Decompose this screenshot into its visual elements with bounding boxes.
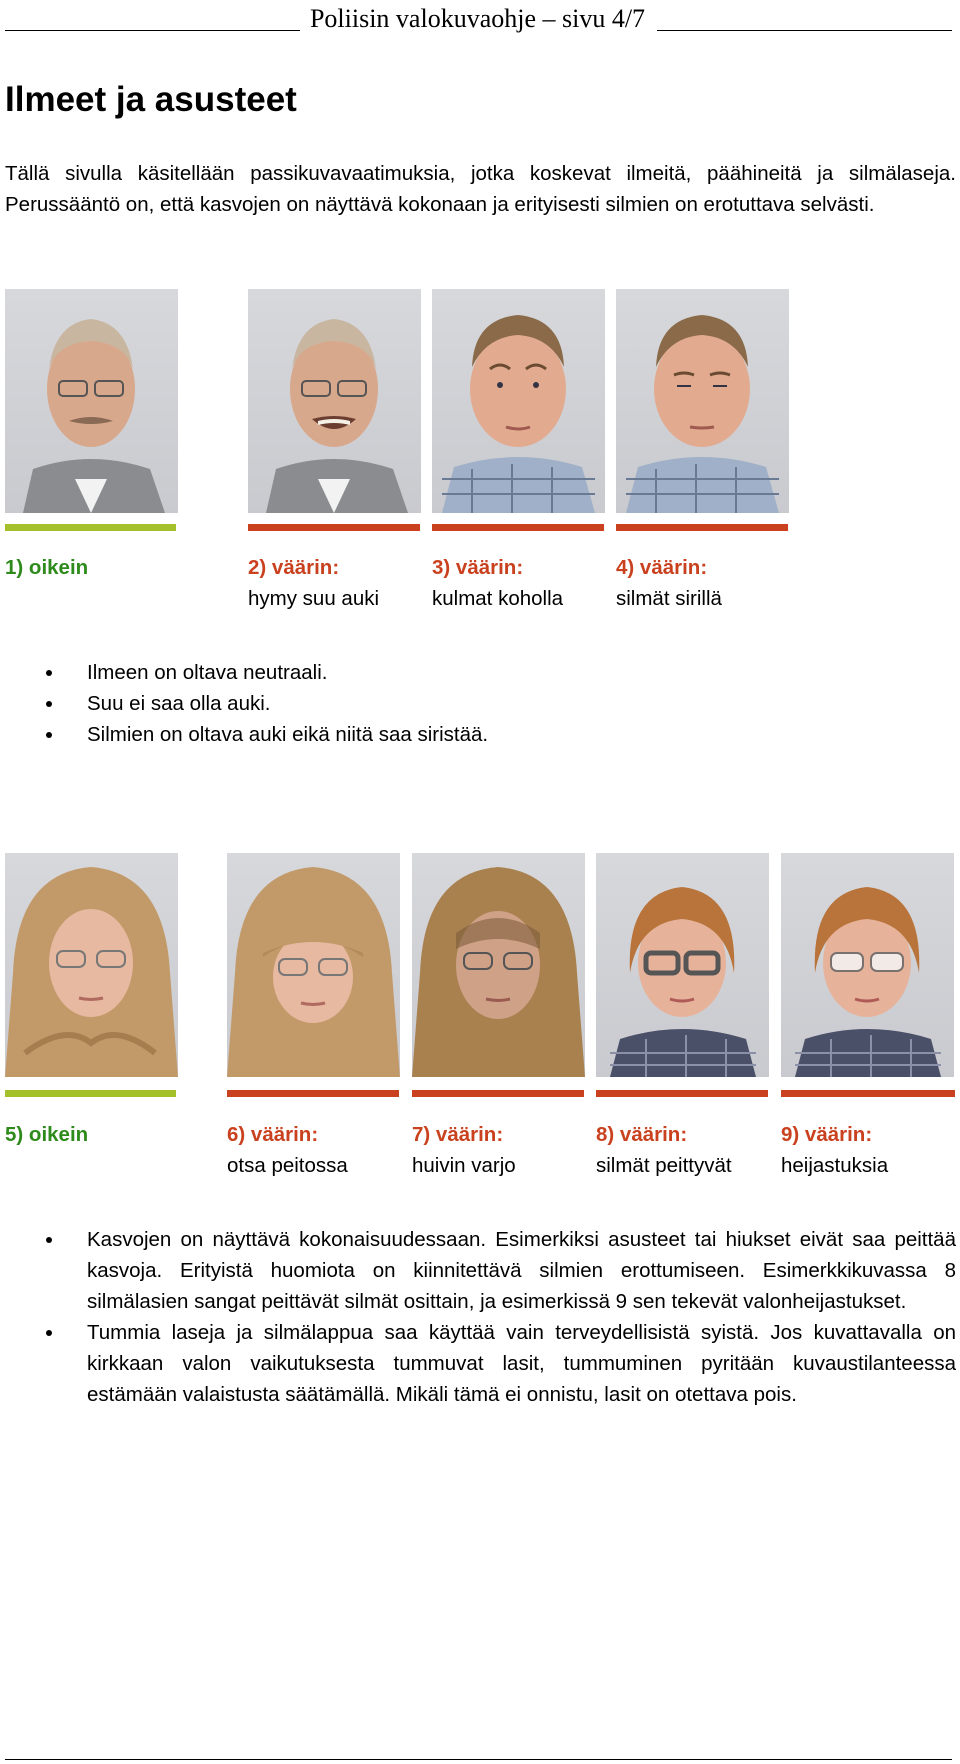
status-bar-wrong: [616, 524, 788, 531]
photo-2-older-man-smile: [248, 289, 421, 513]
caption-label: 3) väärin:: [432, 556, 524, 579]
photo-1-older-man-neutral: [5, 289, 178, 513]
list-item: Ilmeen on oltava neutraali.: [0, 657, 956, 688]
photo-6-woman-forehead-covered: [227, 853, 400, 1077]
caption-description: silmät sirillä: [616, 587, 722, 610]
caption-description: huivin varjo: [412, 1154, 516, 1177]
list-item: Suu ei saa olla auki.: [0, 688, 956, 719]
caption-1: [5, 552, 88, 583]
caption-label: 9) väärin:: [781, 1123, 873, 1146]
header-rule-left: [5, 30, 300, 31]
caption-description: heijastuksia: [781, 1154, 889, 1177]
header-rule-right: [657, 30, 952, 31]
page-title: Ilmeet ja asusteet: [5, 80, 297, 119]
status-bar-wrong: [227, 1090, 399, 1097]
photo-5-woman-headscarf-correct: [5, 853, 178, 1077]
photo-4-young-man-squint: [616, 289, 789, 513]
status-bar-wrong: [412, 1090, 584, 1097]
caption-label: 7) väärin:: [412, 1123, 504, 1146]
bullet-icon: [46, 732, 52, 738]
caption-description: silmät peittyvät: [596, 1154, 732, 1177]
status-bar-wrong: [248, 524, 420, 531]
photo-3-young-man-brows-raised: [432, 289, 605, 513]
caption-description: otsa peitossa: [227, 1154, 348, 1177]
list-item: Kasvojen on näyttävä kokonaisuudessaan. Esimerkiksi asusteet tai hiukset eivät saa peittää kasvoja. Erityistä huomiota on kiinnitettävä silmien erottumiseen. Esimerkkikuvassa 8 silmälasien sangat peittävät silmät osittain, ja esimerkissä 9 sen tekevät valonheijastukset.: [0, 1224, 956, 1317]
caption-label: 2) väärin:: [248, 556, 340, 579]
photo-8-woman-glasses-frames: [596, 853, 769, 1077]
caption-7: [412, 1119, 516, 1181]
caption-label: 6) väärin:: [227, 1123, 319, 1146]
photo-7-woman-scarf-shadow: [412, 853, 585, 1077]
bullet-icon: [46, 670, 52, 676]
caption-5: [5, 1119, 88, 1150]
caption-label: 4) väärin:: [616, 556, 708, 579]
bullet-icon: [46, 701, 52, 707]
caption-label: 5) oikein: [5, 1123, 89, 1146]
caption-description: hymy suu auki: [248, 587, 380, 610]
bullet-list-accessories: [0, 1224, 956, 1410]
bullet-list-expressions: [0, 657, 956, 750]
bullet-icon: [46, 1330, 52, 1336]
status-bar-ok: [5, 1090, 176, 1097]
caption-9: [781, 1119, 888, 1181]
caption-8: [596, 1119, 732, 1181]
status-bar-ok: [5, 524, 176, 531]
caption-2: [248, 552, 379, 614]
caption-label: 1) oikein: [5, 556, 89, 579]
caption-3: [432, 552, 563, 614]
list-item: Silmien on oltava auki eikä niitä saa siristää.: [0, 719, 956, 750]
status-bar-wrong: [781, 1090, 955, 1097]
photo-9-woman-reflections: [781, 853, 954, 1077]
footer-rule: [5, 1759, 952, 1760]
caption-4: [616, 552, 722, 614]
status-bar-wrong: [432, 524, 604, 531]
caption-description: kulmat koholla: [432, 587, 564, 610]
bullet-icon: [46, 1237, 52, 1243]
caption-6: [227, 1119, 348, 1181]
intro-paragraph: Tällä sivulla käsitellään passikuvavaatimuksia, jotka koskevat ilmeitä, päähineitä ja silmälaseja. Perussääntö on, että kasvojen on näyttävä kokonaan ja erityisesti silmien on erotuttava selvästi.: [5, 162, 956, 216]
header-text: Poliisin valokuvaohje – sivu 4/7: [309, 4, 646, 33]
status-bar-wrong: [596, 1090, 768, 1097]
page-header: [0, 0, 960, 34]
list-item: Tummia laseja ja silmälappua saa käyttää vain terveydellisistä syistä. Jos kuvattavalla on kirkkaan valon vaikutuksesta tummuvat lasit, tummuminen pyritään kuvaustilanteessa estämään valaistusta säätämällä. Mikäli tämä ei onnistu, lasit on otettava pois.: [0, 1317, 956, 1410]
caption-label: 8) väärin:: [596, 1123, 688, 1146]
